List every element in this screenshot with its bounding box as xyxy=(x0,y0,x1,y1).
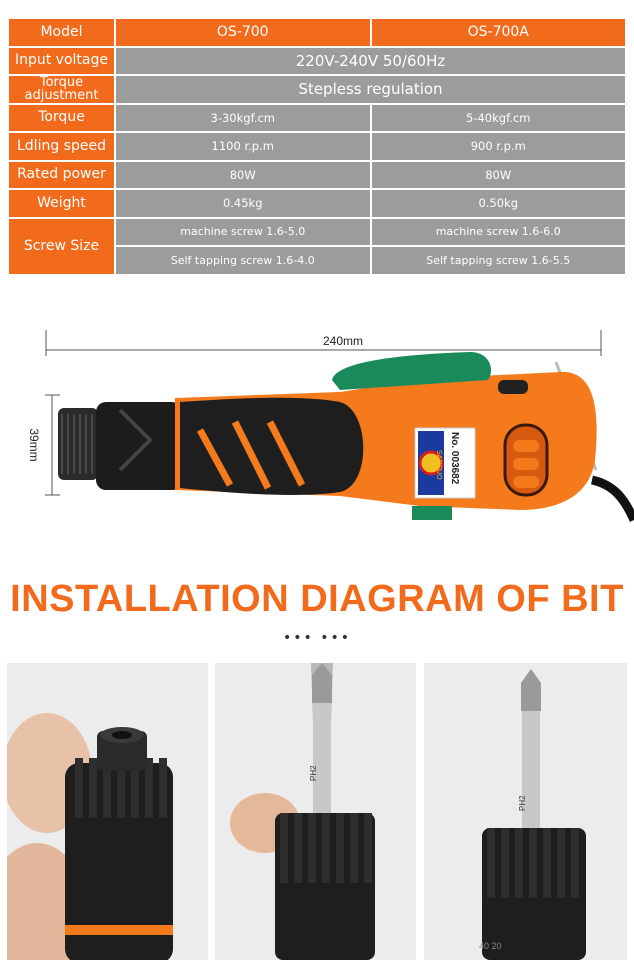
row-label: Rated power xyxy=(9,162,114,189)
row-label: Weight xyxy=(9,190,114,217)
brand-label: SARSUO xyxy=(435,450,442,480)
table-row xyxy=(9,105,625,132)
row-value-b: 900 r.p.m xyxy=(372,133,626,160)
screw-value-b2: Self tapping screw 1.6-5.5 xyxy=(372,247,626,274)
row-value-b: 5-40kgf.cm xyxy=(372,105,626,132)
screw-value-a2: Self tapping screw 1.6-4.0 xyxy=(116,247,370,274)
row-value-a: 1100 r.p.m xyxy=(116,133,370,160)
bit-marking: PH2 xyxy=(518,795,527,811)
table-row xyxy=(9,48,625,75)
clutch-marking: 40 20 xyxy=(479,941,502,951)
row-value-a: 0.45kg xyxy=(116,190,370,217)
row-value-b: 80W xyxy=(372,162,626,189)
row-value-a: 3-30kgf.cm xyxy=(116,105,370,132)
screw-size-label: Screw Size xyxy=(9,219,114,274)
spec-table xyxy=(7,17,627,276)
table-header-row xyxy=(9,19,625,46)
screw-value-a1: machine screw 1.6-5.0 xyxy=(116,219,370,246)
header-model-b: OS-700A xyxy=(372,19,626,46)
install-photo-2 xyxy=(215,663,416,960)
installation-title: INSTALLATION DIAGRAM OF BIT xyxy=(10,578,624,620)
screwdriver-illustration xyxy=(0,310,634,540)
table-row xyxy=(9,190,625,217)
row-label: Torque adjustment xyxy=(9,76,114,103)
row-label: Ldling speed xyxy=(9,133,114,160)
row-label: Torque xyxy=(9,105,114,132)
section-divider: ••• ••• xyxy=(283,630,351,646)
table-row xyxy=(9,76,625,103)
table-row xyxy=(9,133,625,160)
row-value-b: 0.50kg xyxy=(372,190,626,217)
row-value-a: 80W xyxy=(116,162,370,189)
length-dimension: 240mm xyxy=(322,334,364,348)
table-row xyxy=(9,162,625,189)
row-value-shared: 220V-240V 50/60Hz xyxy=(116,48,625,75)
table-row xyxy=(9,219,625,246)
header-label: Model xyxy=(9,19,114,46)
bit-marking: PH2 xyxy=(309,765,318,781)
diameter-dimension: 39mm xyxy=(27,428,41,462)
serial-number: No. 003682 xyxy=(449,432,460,485)
row-label: Input voltage xyxy=(9,48,114,75)
install-photo-3 xyxy=(424,663,627,960)
row-value-shared: Stepless regulation xyxy=(116,76,625,103)
install-photo-1 xyxy=(7,663,208,960)
screw-value-b1: machine screw 1.6-6.0 xyxy=(372,219,626,246)
header-model-a: OS-700 xyxy=(116,19,370,46)
